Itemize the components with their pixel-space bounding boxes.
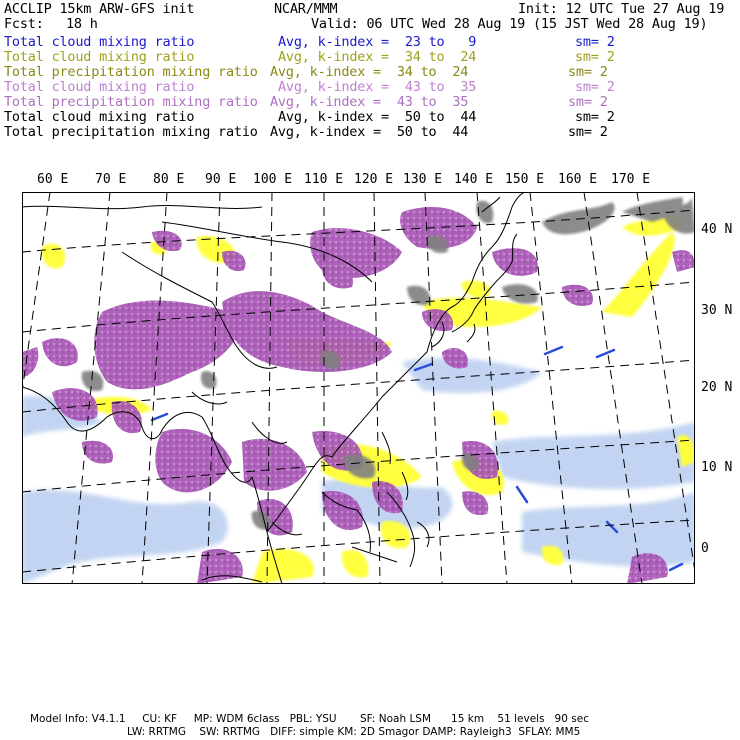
lat-label-10n: 10 N (701, 460, 733, 475)
legend-field-2: Total cloud mixing ratio (4, 49, 195, 65)
legend-sm-2: sm= 2 (575, 49, 615, 65)
legend-avg-3: Avg, k-index = 34 to 24 (270, 64, 469, 80)
lon-label-140e: 140 E (454, 172, 494, 187)
lon-label-80e: 80 E (153, 172, 185, 187)
lat-label-40n: 40 N (701, 222, 733, 237)
plot-title: ACCLIP 15km ARW-GFS init (4, 1, 195, 17)
forecast-hour: 18 h (66, 16, 98, 32)
legend-avg-7: Avg, k-index = 50 to 44 (270, 124, 469, 140)
lat-label-20n: 20 N (701, 380, 733, 395)
model-info-line-1: Model Info: V4.1.1 CU: KF MP: WDM 6class PBL: YSU SF: Noah LSM 15 km 51 levels 90 sec (30, 713, 589, 725)
legend-avg-5: Avg, k-index = 43 to 35 (270, 94, 469, 110)
legend-avg-1: Avg, k-index = 23 to 9 (278, 34, 477, 50)
lon-label-120e: 120 E (354, 172, 394, 187)
legend-sm-6: sm= 2 (575, 109, 615, 125)
legend-field-3: Total precipitation mixing ratio (4, 64, 258, 80)
legend-field-1: Total cloud mixing ratio (4, 34, 195, 50)
lon-label-150e: 150 E (505, 172, 545, 187)
lon-label-160e: 160 E (558, 172, 598, 187)
lon-label-70e: 70 E (95, 172, 127, 187)
legend-sm-7: sm= 2 (568, 124, 608, 140)
legend-sm-1: sm= 2 (575, 34, 615, 50)
legend-avg-4: Avg, k-index = 43 to 35 (278, 79, 477, 95)
valid-time: Valid: 06 UTC Wed 28 Aug 19 (15 JST Wed 28 Aug 19) (311, 16, 708, 32)
init-time: Init: 12 UTC Tue 27 Aug 19 (518, 1, 725, 17)
legend-field-6: Total cloud mixing ratio (4, 109, 195, 125)
legend-sm-3: sm= 2 (568, 64, 608, 80)
lat-label-0: 0 (701, 541, 709, 556)
lat-label-30n: 30 N (701, 303, 733, 318)
lon-label-60e: 60 E (37, 172, 69, 187)
organization-label: NCAR/MMM (274, 1, 338, 17)
lon-label-130e: 130 E (403, 172, 443, 187)
model-info-line-2: LW: RRTMG SW: RRTMG DIFF: simple KM: 2D Smagor DAMP: Rayleigh3 SFLAY: MM5 (127, 726, 581, 738)
legend-field-7: Total precipitation mixing ratio (4, 124, 258, 140)
legend-avg-6: Avg, k-index = 50 to 44 (278, 109, 477, 125)
legend-avg-2: Avg, k-index = 34 to 24 (278, 49, 477, 65)
legend-field-4: Total cloud mixing ratio (4, 79, 195, 95)
lon-label-170e: 170 E (611, 172, 651, 187)
legend-sm-5: sm= 2 (568, 94, 608, 110)
lon-label-100e: 100 E (253, 172, 293, 187)
lon-label-110e: 110 E (304, 172, 344, 187)
forecast-label: Fcst: (4, 16, 44, 32)
lon-label-90e: 90 E (205, 172, 237, 187)
legend-field-5: Total precipitation mixing ratio (4, 94, 258, 110)
forecast-map (22, 192, 695, 584)
legend-sm-4: sm= 2 (575, 79, 615, 95)
